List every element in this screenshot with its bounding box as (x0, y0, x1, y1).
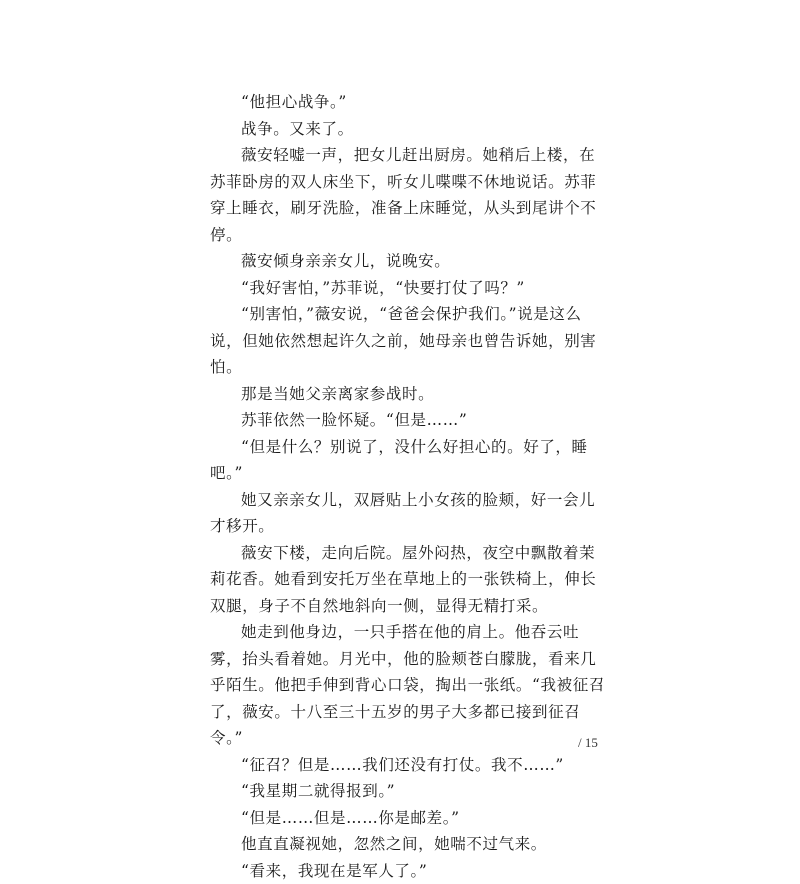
paragraph: 战争。又来了。 (210, 116, 610, 143)
paragraph: 她走到他身边，一只手搭在他的肩上。他吞云吐雾，抬头看着她。月光中，他的脸颊苍白朦胧，看来几乎陌生。他把手伸到背心口袋，掏出一张纸。“我被征召了，薇安。十八至三十五岁的男子大多都已接到征召令。” (210, 619, 610, 752)
paragraph: “我好害怕，”苏菲说，“快要打仗了吗？” (210, 275, 610, 302)
paragraph: “看来，我现在是军人了。” (210, 858, 610, 884)
paragraph: 薇安下楼，走向后院。屋外闷热，夜空中飘散着茉莉花香。她看到安托万坐在草地上的一张铁椅上，伸长双腿，身子不自然地斜向一侧，显得无精打采。 (210, 540, 610, 620)
paragraph: 苏菲依然一脸怀疑。“但是……” (210, 407, 610, 434)
paragraph: “我星期二就得报到。” (210, 778, 610, 805)
paragraph: 他直直凝视她，忽然之间，她喘不过气来。 (210, 831, 610, 858)
page-number: / 15 (578, 735, 598, 751)
body-text (210, 89, 610, 884)
paragraph: 薇安轻嘘一声，把女儿赶出厨房。她稍后上楼，在苏菲卧房的双人床坐下，听女儿喋喋不休地说话。苏菲穿上睡衣，刷牙洗脸，准备上床睡觉，从头到尾讲个不停。 (210, 142, 610, 248)
paragraph: 她又亲亲女儿，双唇贴上小女孩的脸颊，好一会儿才移开。 (210, 487, 610, 540)
paragraph: “征召？但是……我们还没有打仗。我不……” (210, 752, 610, 779)
paragraph: “别害怕，”薇安说，“爸爸会保护我们。”说是这么说，但她依然想起许久之前，她母亲也曾告诉她，别害怕。 (210, 301, 610, 381)
paragraph: 薇安倾身亲亲女儿，说晚安。 (210, 248, 610, 275)
paragraph: “但是……但是……你是邮差。” (210, 805, 610, 832)
paragraph: “他担心战争。” (210, 89, 610, 116)
paragraph: “但是什么？别说了，没什么好担心的。好了，睡吧。” (210, 434, 610, 487)
paragraph: 那是当她父亲离家参战时。 (210, 381, 610, 408)
